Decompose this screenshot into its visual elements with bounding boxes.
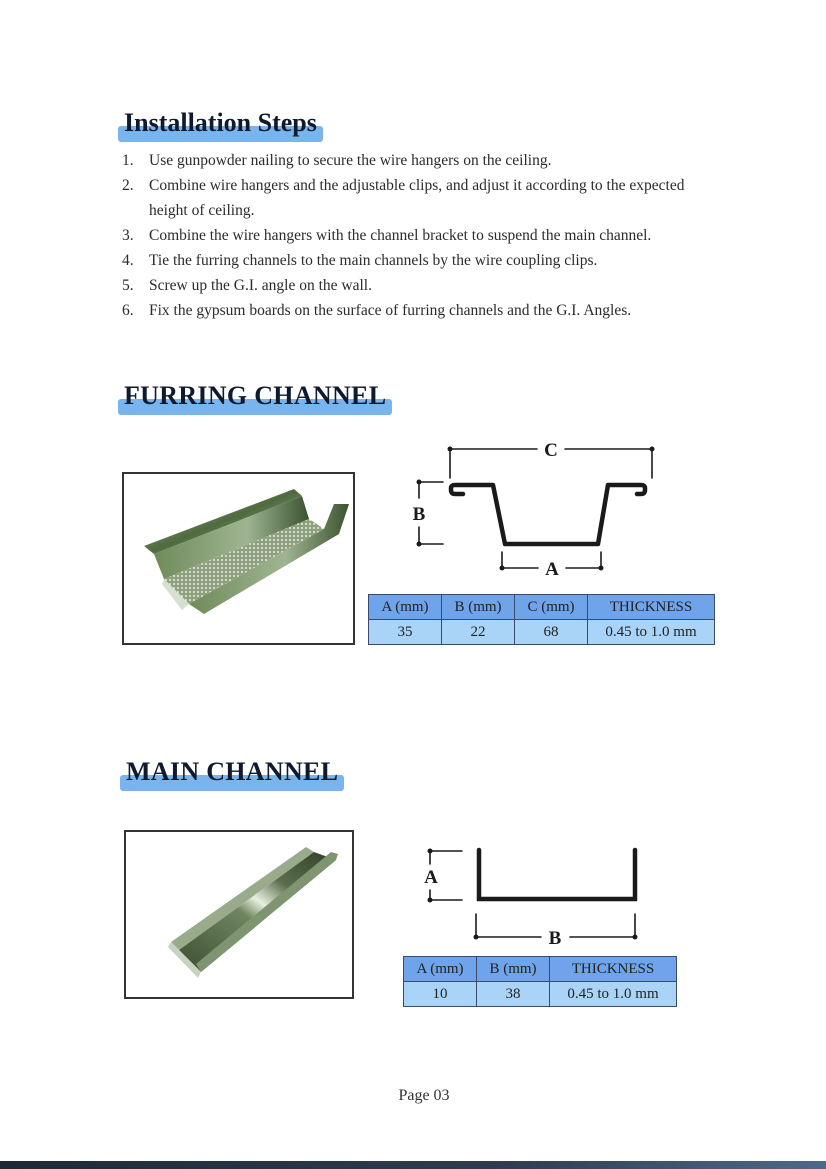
table-header-row [369, 595, 715, 620]
dimension-a-label: A [545, 559, 559, 580]
step-number: 5. [122, 277, 134, 294]
furring-channel-diagram [405, 440, 665, 580]
heading-text: Installation Steps [124, 108, 317, 137]
header-thickness: THICKNESS [588, 595, 715, 620]
step-item [122, 173, 722, 223]
bottom-border-bar [0, 1161, 826, 1169]
header-c: C (mm) [515, 595, 588, 620]
value-a: 35 [369, 620, 442, 645]
header-b: B (mm) [477, 957, 550, 982]
step-number: 3. [122, 227, 134, 244]
step-text: Combine wire hangers and the adjustable clips, and adjust it according to the expected height of ceiling. [149, 177, 685, 219]
furring-profile [451, 485, 645, 544]
installation-steps-heading [124, 110, 317, 136]
page-number: Page 03 [398, 1087, 450, 1104]
main-channel-spec-table [403, 956, 677, 1007]
main-channel-image [126, 832, 352, 997]
furring-channel-photo [122, 472, 355, 645]
step-number: 1. [122, 152, 134, 169]
dimension-c-label: C [544, 440, 558, 461]
main-profile [479, 850, 635, 899]
step-item [122, 273, 722, 298]
value-thickness: 0.45 to 1.0 mm [550, 982, 677, 1007]
value-thickness: 0.45 to 1.0 mm [588, 620, 715, 645]
heading-text: FURRING CHANNEL [124, 381, 387, 410]
header-a: A (mm) [369, 595, 442, 620]
step-number: 6. [122, 302, 134, 319]
value-a: 10 [404, 982, 477, 1007]
table-row [404, 982, 677, 1007]
step-text: Screw up the G.I. angle on the wall. [149, 277, 372, 294]
furring-channel-spec-table [368, 594, 715, 645]
table-header-row [404, 957, 677, 982]
step-number: 2. [122, 177, 134, 194]
furring-channel-heading [124, 383, 386, 409]
dimension-b-label: B [548, 928, 562, 947]
main-channel-heading [126, 759, 338, 785]
step-item [122, 248, 722, 273]
value-c: 68 [515, 620, 588, 645]
header-thickness: THICKNESS [550, 957, 677, 982]
step-item [122, 223, 722, 248]
step-item [122, 298, 722, 323]
step-text: Fix the gypsum boards on the surface of furring channels and the G.I. Angles. [149, 302, 632, 319]
dimension-b-label: B [412, 504, 426, 525]
value-b: 38 [477, 982, 550, 1007]
dimension-a-label: A [424, 867, 438, 888]
installation-steps-list [122, 148, 722, 323]
table-row [369, 620, 715, 645]
step-text: Use gunpowder nailing to secure the wire hangers on the ceiling. [149, 152, 552, 169]
value-b: 22 [442, 620, 515, 645]
step-item [122, 148, 722, 173]
main-channel-diagram [418, 842, 648, 947]
step-text: Tie the furring channels to the main channels by the wire coupling clips. [149, 252, 598, 269]
step-text: Combine the wire hangers with the channel bracket to suspend the main channel. [149, 227, 652, 244]
header-b: B (mm) [442, 595, 515, 620]
step-number: 4. [122, 252, 134, 269]
header-a: A (mm) [404, 957, 477, 982]
main-channel-photo [124, 830, 354, 999]
heading-text: MAIN CHANNEL [126, 757, 339, 786]
furring-channel-image [124, 474, 353, 643]
